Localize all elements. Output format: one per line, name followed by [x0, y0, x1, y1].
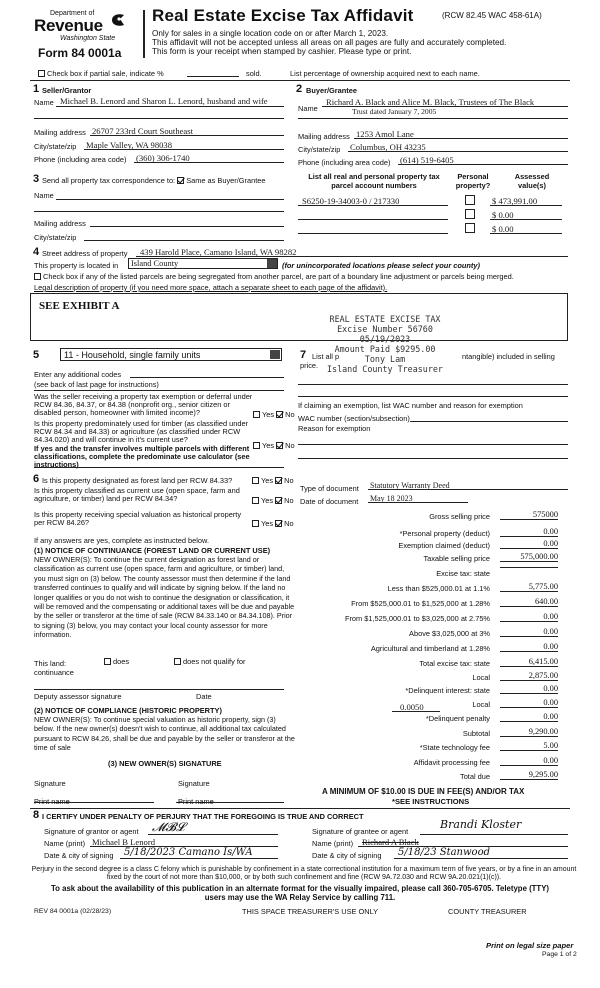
timber-yes-no: Yes No: [253, 441, 295, 450]
exemption-yes-checkbox[interactable]: [253, 411, 260, 418]
section-2-number: 2: [296, 83, 303, 95]
calc-label: Total due: [460, 772, 490, 781]
calc-value[interactable]: 0.00: [500, 698, 558, 708]
calc-value[interactable]: 0.00: [500, 712, 558, 722]
notice1-text: NEW OWNER(S): To continue the current designation as forest land or classification as current use (open space, farm and agriculture, or timber) land, you must sign on (3) below. The county assessor must then determine if the land transferred continues to qualify and will indicate by signing below. If the land no longer qualifies or you do not wish to continue the designation or classification, it will be removed and the compensating or additional taxes will be due and payable by the seller or transferor at the time of sale (RCW 84.33.140 or 84.34.108). Prior to signing (3) below, you may contact your local county assessor for more information.: [34, 555, 295, 640]
section-7-number: 7: [300, 349, 307, 361]
state-label: Washington State: [60, 35, 116, 42]
reason-label: Reason for exemption: [298, 424, 371, 433]
grantor-name-label: Name (print): [44, 839, 86, 848]
section-1-number: 1: [33, 83, 40, 95]
calc-label: *Personal property (deduct): [399, 529, 490, 538]
owner-signature-label-2: Signature: [178, 779, 210, 788]
notice2-text: NEW OWNER(S): To continue special valuation as historic property, sign (3) below. If the new owner(s) doesn't wish to continue, all additional tax calculated pursuant to RCW 84.26, shall be due and payable by the seller or transferor at the time of sale: [34, 715, 295, 753]
deputy-signature-label: Deputy assessor signature: [34, 692, 122, 701]
calc-label: Affidavit processing fee: [413, 758, 490, 767]
assessed-value-2[interactable]: $ 0.00: [492, 210, 514, 220]
notice1-title: (1) NOTICE OF CONTINUANCE (FOREST LAND OR CURRENT USE): [34, 546, 271, 555]
calc-value[interactable]: 575000: [500, 510, 558, 520]
section3-name-label: Name: [34, 191, 54, 200]
buyer-city[interactable]: Columbus, OH 43235: [350, 142, 426, 152]
header-line3: This form is your receipt when stamped by cashier. Please type or print.: [152, 47, 412, 56]
does-not-option: does not qualify for: [174, 657, 245, 666]
treasurer-use-label: THIS SPACE TREASURER'S USE ONLY: [242, 907, 379, 916]
grantee-date-city[interactable]: 5/18/23 Stanwood: [398, 847, 491, 858]
parcel-number-1[interactable]: S6250-19-34003-0 / 217330: [302, 196, 400, 206]
calc-label: Excise tax: state: [436, 569, 490, 578]
buyer-phone-label: Phone (including area code): [298, 158, 391, 167]
minimum-notice: A MINIMUM OF $10.00 IS DUE IN FEE(S) AND/OR TAX: [322, 787, 525, 796]
calc-value[interactable]: 640.00: [500, 597, 558, 607]
timber-no-checkbox[interactable]: [276, 442, 283, 449]
dept-label: Department of: [50, 10, 95, 17]
owner-signature-label-1: Signature: [34, 779, 66, 788]
forest-yes-no: Yes No: [252, 476, 294, 485]
page-number: Page 1 of 2: [542, 951, 577, 958]
exemption-yes-no: Yes No: [253, 410, 295, 419]
legal-description-box[interactable]: SEE EXHIBIT A: [30, 293, 568, 341]
use-code-select[interactable]: 11 - Household, single family units: [60, 348, 282, 361]
county-treasurer-label: COUNTY TREASURER: [448, 907, 527, 916]
exemption-wac-label: If claiming an exemption, list WAC number and reason for exemption: [298, 401, 523, 410]
does-not-qualify-checkbox[interactable]: [174, 658, 181, 665]
seller-mail[interactable]: 26707 233rd Court Southeast: [92, 126, 193, 136]
owner-print-label-1: Print name: [34, 797, 70, 806]
buyer-name-line1[interactable]: Richard A. Black and Alice M. Black, Trustees of The Black: [326, 97, 535, 107]
deputy-date-label: Date: [196, 692, 212, 701]
grantee-signature[interactable]: Brandi Kloster: [440, 818, 522, 831]
seller-name[interactable]: Michael B. Lenord and Sharon L. Lenord, husband and wife: [60, 96, 268, 106]
section3-city-label: City/state/zip: [34, 233, 77, 242]
current-use-question: Is this property classified as current use (open space, farm and agriculture, or timber) land per RCW 84.34?: [34, 486, 240, 503]
seller-city[interactable]: Maple Valley, WA 98038: [86, 140, 173, 150]
ownership-note: List percentage of ownership acquired next to each name.: [290, 69, 480, 78]
calc-value[interactable]: 0.00: [500, 642, 558, 652]
timber-question: Is this property predominately used for timber (as classified under RCW 84.34 and 84.33) or agriculture (as classified under RCW 84.34.020) and will continue in it's current use?: [34, 419, 249, 444]
perjury-notice: Perjury in the second degree is a class C felony which is punishable by confinement in a state correctional institution for a maximum term of five years, or by a fine in an amount fixed by the court of not more than $10,000, or by both such confinement and fine (RCW 9A.72.030 and RCW 9A.20.021(1)(c)).: [31, 866, 577, 882]
calc-label: Above $3,025,000 at 3%: [409, 629, 490, 638]
certify-statement: I CERTIFY UNDER PENALTY OF PERJURY THAT THE FOREGOING IS TRUE AND CORRECT: [42, 812, 364, 821]
personal-property-checkbox-2[interactable]: [465, 209, 475, 219]
doc-type[interactable]: Statutory Warranty Deed: [370, 481, 450, 490]
assessed-value-3[interactable]: $ 0.00: [492, 224, 514, 234]
calc-label: *State technology fee: [419, 743, 490, 752]
alt-format-notice: To ask about the availability of this publication in an alternate format for the visually impaired, please call 360-705-6705. Teletype (TTY) users may use the WA Relay Service by calling 711.: [51, 884, 549, 903]
calc-value[interactable]: 2,875.00: [500, 671, 558, 681]
buyer-phone[interactable]: (614) 519-6405: [400, 155, 454, 165]
form-rcw: (RCW 82.45 WAC 458-61A): [442, 11, 542, 20]
seller-mail-label: Mailing address: [34, 128, 86, 137]
exemption-question: Was the seller receiving a property tax exemption or deferral under RCW 84.36, 84.37, or 84.38 (nonprofit org., senior citizen or disabled person, homeowner with limited income)?: [34, 392, 253, 417]
calc-value[interactable]: 0.00: [500, 684, 558, 694]
historic-yes-checkbox[interactable]: [252, 520, 259, 527]
dropdown-icon: [270, 350, 280, 359]
form-number: Form 84 0001a: [38, 46, 122, 60]
does-option: does: [104, 657, 129, 666]
treasurer-stamp: REAL ESTATE EXCISE TAX Excise Number 56760 05/19/2023 Amount Paid $9295.00 Tony Lam Island County Treasurer: [327, 314, 443, 374]
section3-mail-label: Mailing address: [34, 219, 86, 228]
buyer-heading: Buyer/Grantee: [306, 86, 357, 95]
grantor-signature[interactable]: 𝓜𝓑𝓛: [152, 820, 185, 834]
agency-name: Revenue: [34, 16, 103, 35]
segregated-row: Check box if any of the listed parcels are being segregated from another parcel, are part of a boundary line adjustment or parcels being merged.: [34, 272, 594, 281]
current-use-no-checkbox[interactable]: [275, 497, 282, 504]
calc-label: Local: [472, 673, 490, 682]
continuance-label: continuance: [34, 668, 74, 677]
historic-question: Is this property receiving special valuation as historical property per RCW 84.26?: [34, 510, 242, 527]
seller-phone-label: Phone (including area code): [34, 155, 127, 164]
grantee-signature-label: Signature of grantee or agent: [312, 827, 409, 836]
partial-sale-row: Check box if partial sale, indicate %: [38, 69, 164, 78]
located-label: This property is located in: [34, 261, 119, 270]
section-5-number: 5: [33, 349, 40, 361]
grantor-name[interactable]: Michael B Lenord: [92, 837, 156, 847]
grantee-name[interactable]: Richard A Black: [362, 837, 419, 847]
calc-value[interactable]: 0.00: [500, 627, 558, 637]
section-4-number: 4: [33, 246, 40, 258]
calc-value[interactable]: 575,000.00: [500, 552, 558, 562]
calc-label: Exemption claimed (deduct): [398, 541, 490, 550]
notice2-title: (2) NOTICE OF COMPLIANCE (HISTORIC PROPERTY): [34, 706, 222, 715]
forest-yes-checkbox[interactable]: [252, 477, 259, 484]
buyer-name-label: Name: [298, 104, 318, 113]
revenue-logo-icon: [110, 12, 126, 28]
header-line1: Only for sales in a single location code on or after March 1, 2023.: [152, 29, 389, 38]
sold-label: sold.: [246, 69, 262, 78]
calc-label: Gross selling price: [429, 512, 490, 521]
calc-label: *Delinquent penalty: [425, 714, 490, 723]
calc-value[interactable]: 9,290.00: [500, 727, 558, 737]
buyer-name-line2[interactable]: Trust dated January 7, 2005: [352, 107, 437, 116]
timber-yes-checkbox[interactable]: [253, 442, 260, 449]
doc-date-label: Date of document: [300, 497, 359, 506]
unincorporated-note: (for unincorporated locations please select your county): [282, 261, 480, 270]
see-back-label: (see back of last page for instructions): [34, 380, 159, 389]
calc-value[interactable]: 9,295.00: [500, 770, 558, 780]
personal-col-header: Personal property?: [455, 172, 491, 190]
historic-yes-no: Yes No: [252, 519, 294, 528]
does-qualify-checkbox[interactable]: [104, 658, 111, 665]
seller-heading: Seller/Grantor: [42, 86, 92, 95]
see-instructions: *SEE INSTRUCTIONS: [392, 797, 470, 806]
exemption-no-checkbox[interactable]: [276, 411, 283, 418]
legal-description-label: Legal description of property (if you need more space, attach a separate sheet to each page of the affidavit).: [34, 283, 388, 292]
calc-label: From $525,000.01 to $1,525,000 at 1.28%: [351, 599, 490, 608]
street-label: Street address of property: [42, 249, 128, 258]
forest-question: Is this property designated as forest land per RCW 84.33?: [42, 476, 233, 485]
timber-note: If yes and the transfer involves multiple parcels with different classifications, complete the predominate use calculator (see instructions): [34, 444, 250, 469]
current-use-yes-checkbox[interactable]: [252, 497, 259, 504]
calc-value[interactable]: 0.00: [500, 612, 558, 622]
buyer-mail[interactable]: 1253 Amol Lane: [356, 129, 414, 139]
section7-label-b: ntangible) included in selling: [462, 352, 555, 361]
calc-label: *Delinquent interest: state: [405, 686, 490, 695]
owner-print-label-2: Print name: [178, 797, 214, 806]
calc-value[interactable]: 5,775.00: [500, 582, 558, 592]
header-line2: This affidavit will not be accepted unless all areas on all pages are fully and accurately completed.: [152, 38, 507, 47]
grantee-name-label: Name (print): [312, 839, 354, 848]
buyer-mail-label: Mailing address: [298, 132, 350, 141]
calc-value[interactable]: 5.00: [500, 741, 558, 751]
doc-type-label: Type of document: [300, 484, 359, 493]
if-yes-note: If any answers are yes, complete as instructed below.: [34, 536, 209, 545]
buyer-city-label: City/state/zip: [298, 145, 341, 154]
section7-price: price.: [300, 361, 319, 370]
section-6-number: 6: [33, 473, 40, 485]
calc-value[interactable]: 6,415.00: [500, 657, 558, 667]
grantor-signature-label: Signature of grantor or agent: [44, 827, 139, 836]
legal-paper-note: Print on legal size paper: [486, 941, 574, 950]
local-rate: 0.0050: [400, 702, 424, 712]
street-address[interactable]: 439 Harold Place, Camano Island, WA 98282: [140, 247, 297, 257]
partial-sale-checkbox[interactable]: [38, 70, 45, 77]
calc-label: Total excise tax: state: [419, 659, 490, 668]
segregated-checkbox[interactable]: [34, 273, 41, 280]
section7-label-a: List all p: [312, 352, 340, 361]
section-3-row: Send all property tax correspondence to: Same as Buyer/Grantee: [42, 176, 266, 185]
forest-no-checkbox[interactable]: [275, 477, 282, 484]
calc-value[interactable]: 0.00: [500, 539, 558, 549]
current-use-yes-no: Yes No: [252, 496, 294, 505]
calc-label: From $1,525,000.01 to $3,025,000 at 2.75%: [344, 614, 490, 623]
grantee-date-label: Date & city of signing: [312, 851, 382, 860]
revision-label: REV 84 0001a (02/28/23): [34, 908, 112, 915]
calc-value[interactable]: 0.00: [500, 527, 558, 537]
new-owner-signature-heading: (3) NEW OWNER(S) SIGNATURE: [108, 759, 222, 768]
personal-property-checkbox-3[interactable]: [465, 223, 475, 233]
historic-no-checkbox[interactable]: [275, 520, 282, 527]
doc-date[interactable]: May 18 2023: [370, 494, 413, 503]
additional-codes-label: Enter any additional codes: [34, 370, 122, 379]
grantor-date-label: Date & city of signing: [44, 851, 114, 860]
calc-label: Agricultural and timberland at 1.28%: [370, 644, 490, 653]
calc-label: Subtotal: [462, 729, 490, 738]
this-land-label: This land:: [34, 659, 67, 668]
calc-value[interactable]: 0.00: [500, 756, 558, 766]
grantor-date-city[interactable]: 5/18/2023 Camano Is/WA: [124, 847, 253, 858]
same-as-buyer-checkbox[interactable]: [177, 177, 184, 184]
personal-property-checkbox-1[interactable]: [465, 195, 475, 205]
calc-label: Less than $525,000.01 at 1.1%: [387, 584, 490, 593]
form-title: Real Estate Excise Tax Affidavit: [152, 6, 414, 25]
seller-phone[interactable]: (360) 306-1740: [136, 153, 190, 163]
section-8-number: 8: [33, 809, 40, 821]
assessed-col-header: Assessed value(s): [514, 172, 550, 190]
calc-label: Local: [472, 700, 490, 709]
dropdown-icon: [267, 259, 277, 268]
wac-number-label: WAC number (section/subsection): [298, 414, 410, 423]
parcel-col-header: List all real and personal property tax parcel account numbers: [308, 172, 440, 190]
calc-label: Taxable selling price: [423, 554, 490, 563]
assessed-value-1[interactable]: $ 473,991.00: [492, 196, 538, 206]
seller-name-label: Name: [34, 98, 54, 107]
seller-city-label: City/state/zip: [34, 142, 77, 151]
calc-value[interactable]: [500, 567, 558, 568]
county-select[interactable]: Island County: [128, 258, 278, 269]
section-3-number: 3: [33, 173, 40, 185]
